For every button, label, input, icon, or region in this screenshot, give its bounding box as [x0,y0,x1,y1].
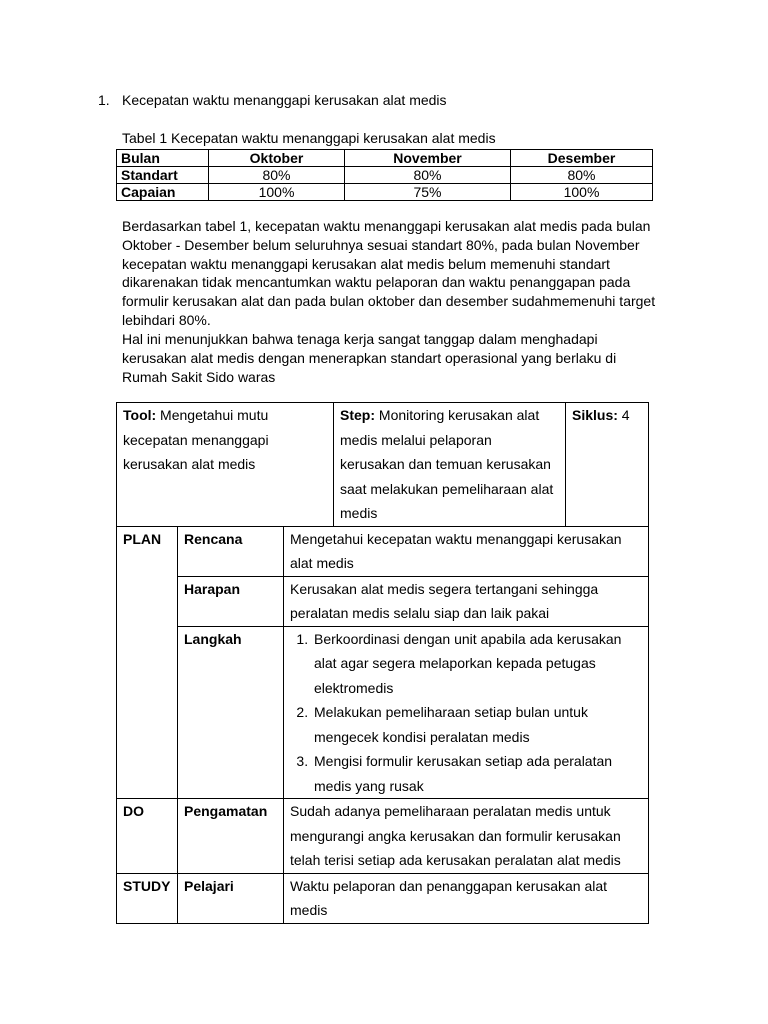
siklus-value: 4 [617,407,630,423]
step-label: Step: [340,407,376,423]
table-row [117,184,653,201]
section-number: 1. [98,92,110,108]
table1-row-label: Standart [117,167,209,184]
table1-cell: 80% [511,167,653,184]
siklus-cell [566,403,649,527]
list-item: 2. Melakukan pemeliharaan setiap bulan untuk mengecek kondisi peralatan medis [312,700,642,749]
table1-cell: 80% [209,167,345,184]
table1-header-cell: Oktober [209,150,345,167]
table1 [116,149,653,201]
study-label: STUDY [117,873,178,923]
section-heading [98,92,447,108]
table-row [117,873,649,923]
conclusion-paragraph: Hal ini menunjukkan bahwa tenaga kerja sangat tanggap dalam menghadapi kerusakan alat medis dengan menerapkan standart operasional yang berlaku di Rumah Sakit Sido waras [122,331,617,385]
table1-cell: 80% [345,167,511,184]
rencana-label: Rencana [178,526,284,576]
pengamatan-text: Sudah adanya pemeliharaan peralatan medis untuk mengurangi angka kerusakan dan formulir kerusakan telah terisi setiap ada kerusakan peralatan alat medis [284,799,649,874]
langkah-cell [284,626,649,799]
langkah-list [290,627,642,799]
analysis-paragraph: Berdasarkan tabel 1, kecepatan waktu menanggapi kerusakan alat medis pada bulan Oktober - Desember belum seluruhnya sesuai standart 80%, pada bulan November kecepatan waktu menanggapi kerusakan alat medis belum memenuhi standart dikarenakan tidak mencantumkan waktu pelaporan dan waktu penanggapan pada formulir kerusakan alat dan pada bulan oktober dan desember sudahmemenuhi target lebihdari 80%. [122,218,656,328]
tool-label: Tool: [123,407,157,423]
table1-header-cell: November [345,150,511,167]
section-title: Kecepatan waktu menanggapi kerusakan alat medis [122,92,447,108]
table1-caption: Tabel 1 Kecepatan waktu menanggapi kerusakan alat medis [122,130,496,146]
table-row [117,576,649,626]
tool-text: Mengetahui mutu kecepatan menanggapi kerusakan alat medis [123,407,269,472]
table1-header-cell: Desember [511,150,653,167]
harapan-text: Kerusakan alat medis segera tertangani sehingga peralatan medis selalu siap dan laik pakai [284,576,649,626]
table1-header-cell: Bulan [117,150,209,167]
harapan-label: Harapan [178,576,284,626]
tool-cell [117,403,334,527]
pdsa-table [116,402,649,924]
do-label: DO [117,799,178,874]
table-row [117,799,649,874]
rencana-text: Mengetahui kecepatan waktu menanggapi kerusakan alat medis [284,526,649,576]
table1-cell: 100% [511,184,653,201]
table-row [117,167,653,184]
table-row [117,526,649,576]
pelajari-label: Pelajari [178,873,284,923]
table1-cell: 75% [345,184,511,201]
plan-label: PLAN [117,526,178,799]
table1-row-label: Capaian [117,184,209,201]
table1-cell: 100% [209,184,345,201]
step-text: Monitoring kerusakan alat medis melalui pelaporan kerusakan dan temuan kerusakan saat melakukan pemeliharaan alat medis [340,407,554,521]
siklus-label: Siklus: [572,407,618,423]
pelajari-text: Waktu pelaporan dan penanggapan kerusakan alat medis [284,873,649,923]
list-item: 1. Berkoordinasi dengan unit apabila ada kerusakan alat agar segera melaporkan kepada petugas elektromedis [312,627,642,701]
table1-header-row [117,150,653,167]
table-row [117,626,649,799]
pengamatan-label: Pengamatan [178,799,284,874]
list-item: 3. Mengisi formulir kerusakan setiap ada peralatan medis yang rusak [312,749,642,798]
pdsa-top-row [117,403,649,527]
langkah-label: Langkah [178,626,284,799]
step-cell [334,403,566,527]
